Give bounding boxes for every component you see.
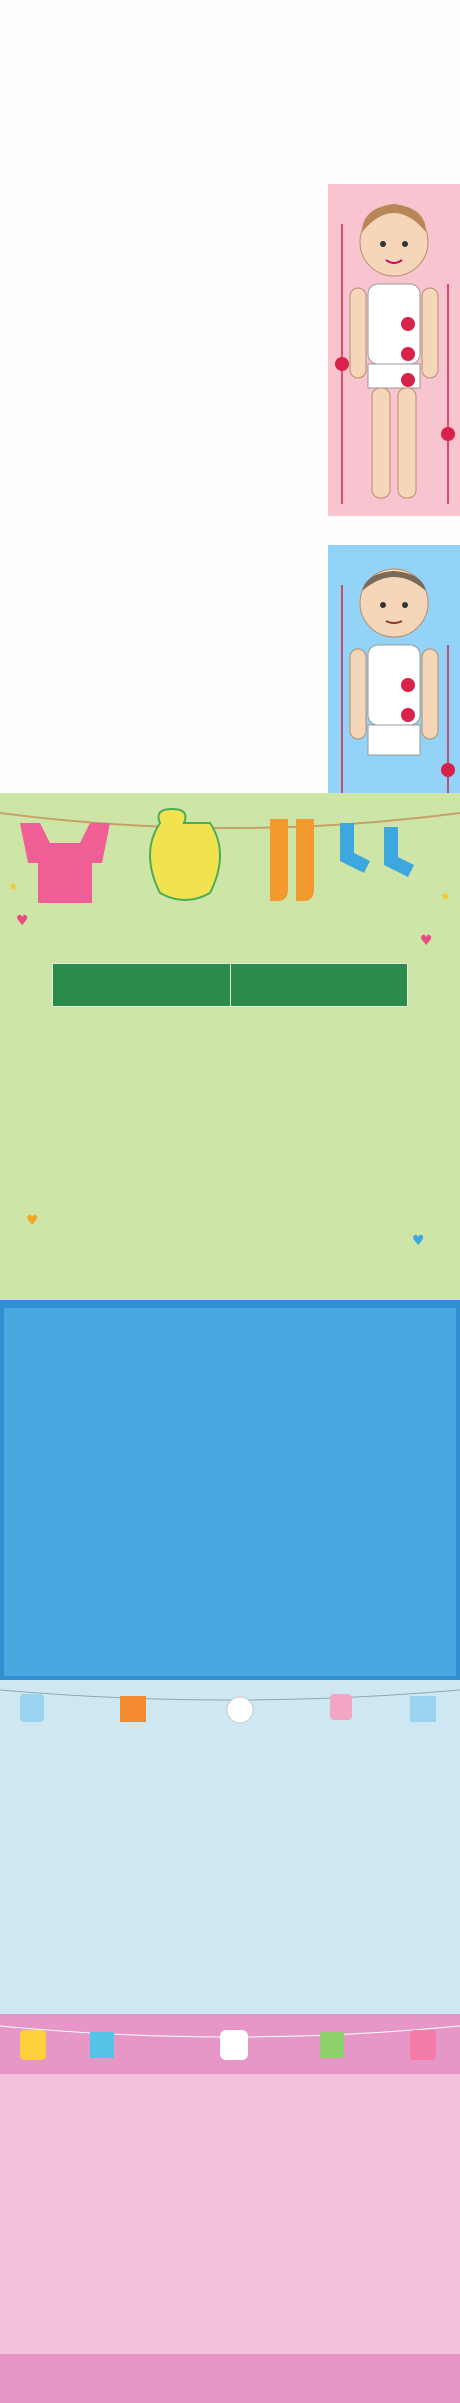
heart-icon: ♥: [412, 1233, 425, 1249]
heart-icon: ♥: [420, 933, 433, 949]
boy-figure-panel: [328, 545, 460, 793]
bib-icon: [150, 809, 220, 900]
sock-icon: [340, 823, 370, 873]
clothesline-illustration: [0, 2014, 460, 2074]
col-size-header: [230, 964, 408, 1007]
heart-icon: ♥: [16, 913, 29, 929]
heart-icon: ♥: [26, 1213, 39, 1229]
figure-section: [0, 1300, 460, 1680]
general-panel: [0, 2074, 460, 2354]
boy-measurement-illustration: [328, 545, 460, 793]
tights-section: [0, 793, 460, 1300]
size-table-section: [0, 0, 460, 793]
general-params-section: [0, 2014, 460, 2403]
clothesline-illustration: [0, 793, 460, 923]
star-icon: ★: [440, 889, 451, 903]
figure-panel: [4, 1308, 456, 1676]
clothesline-illustration: [0, 1680, 460, 1740]
age-weight-section: [0, 1680, 460, 2014]
star-icon: ★: [8, 879, 19, 893]
tights-table: [52, 963, 408, 1007]
girl-measurement-illustration: [328, 184, 460, 516]
bodysuit-icon: [20, 823, 110, 903]
girl-figure-panel: [328, 184, 460, 516]
col-age-header: [53, 964, 231, 1007]
tights-icon: [270, 819, 314, 901]
sock-icon: [384, 827, 414, 877]
